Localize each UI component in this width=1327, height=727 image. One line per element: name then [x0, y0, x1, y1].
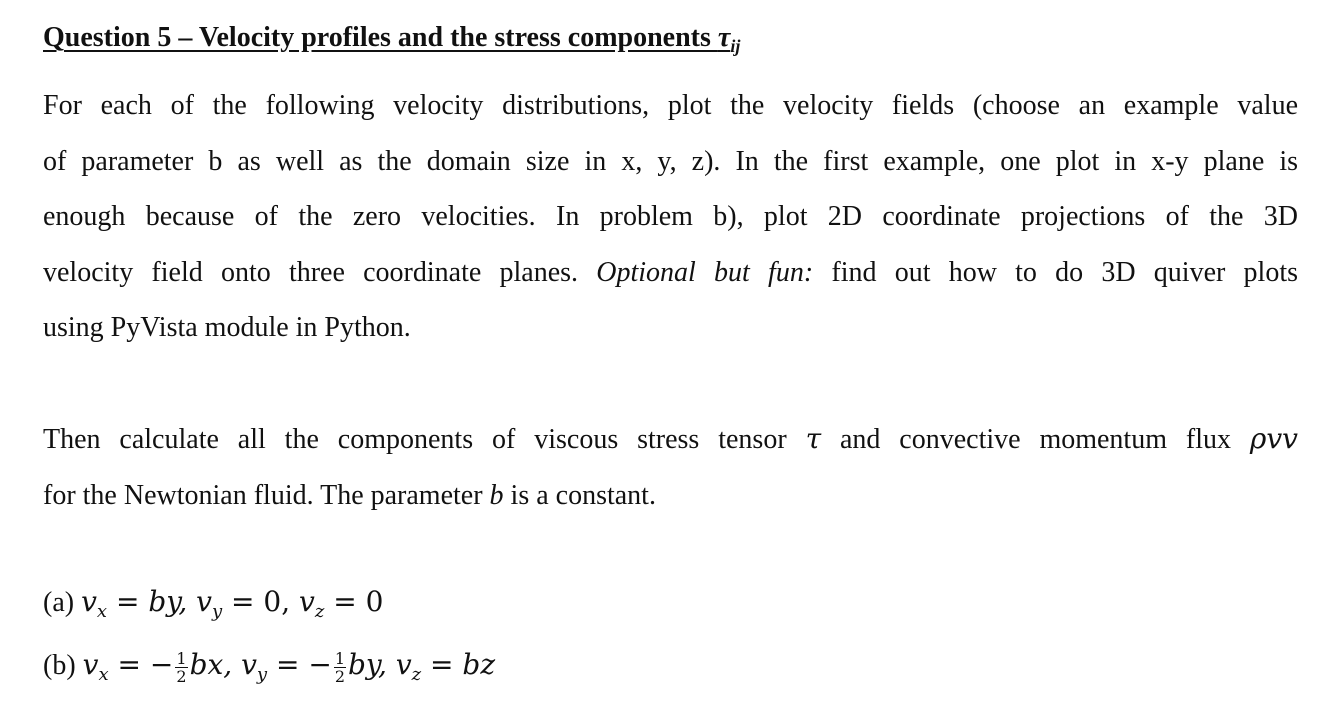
- paragraph1-line2: of parameter b as well as the domain size in x, y, z). In the first example, one plot in x-y plane is: [43, 145, 1298, 177]
- eq-b-vz: v: [395, 648, 412, 681]
- paragraph1-line5: using PyVista module in Python.: [43, 312, 411, 343]
- eq-b-vz-rhs: = bz: [421, 648, 496, 681]
- paragraph1-line4: [43, 245, 1298, 301]
- question-title-text: Question 5 – Velocity profiles and the stress components: [43, 22, 718, 53]
- eq-b-vx: v: [82, 648, 99, 681]
- momentum-flux-symbol: ρvv: [1249, 422, 1298, 455]
- equation-b-label: (b): [43, 650, 83, 681]
- equation-b: [43, 648, 495, 685]
- eq-a-vx-sub: x: [96, 601, 108, 622]
- paragraph1-line4-end: find out how to do 3D quiver plots: [813, 256, 1298, 288]
- question-heading: [43, 22, 740, 57]
- eq-a-vy: v: [196, 585, 212, 618]
- paragraph2-line1-start: Then calculate all the components of viscous stress tensor: [43, 424, 806, 455]
- eq-a-vx-rhs: = by,: [107, 585, 197, 618]
- tau-symbol: τ: [717, 22, 731, 53]
- stress-tensor-symbol: τ: [805, 422, 822, 455]
- eq-b-vy: v: [241, 648, 257, 681]
- eq-a-vy-sub: y: [211, 601, 223, 622]
- instructions-paragraph: [43, 78, 1298, 356]
- paragraph2-line1-middle: and convective momentum flux: [821, 424, 1250, 455]
- eq-a-vz: v: [299, 585, 315, 618]
- optional-note: Optional but fun:: [596, 256, 814, 288]
- eq-b-fraction-1: [175, 650, 187, 685]
- equation-a-label: (a): [43, 587, 82, 618]
- paragraph2-line1: [43, 411, 1298, 468]
- calculation-paragraph: [43, 411, 1298, 523]
- eq-b-vx-rhs: bx,: [189, 648, 242, 681]
- paragraph2-line2: [43, 468, 1298, 524]
- paragraph2-line2-start: for the Newtonian fluid. The parameter: [43, 479, 490, 511]
- paragraph1-line4-start: velocity field onto three coordinate planes.: [43, 256, 597, 288]
- eq-b-fraction-1-den: 2: [176, 667, 187, 687]
- eq-b-fraction-2-den: 2: [334, 667, 345, 687]
- paragraph1-line3: enough because of the zero velocities. In problem b), plot 2D coordinate projections of the 3D: [43, 201, 1298, 232]
- eq-b-vy-rhs: by,: [348, 648, 396, 681]
- equation-a: [43, 585, 383, 622]
- eq-b-vy-sub: y: [256, 664, 268, 685]
- eq-b-fraction-2-num: 1: [334, 649, 345, 669]
- eq-a-vz-sub: z: [314, 601, 325, 622]
- eq-b-vz-sub: z: [411, 664, 422, 685]
- eq-b-vx-eq: = −: [108, 648, 174, 681]
- paragraph2-line2-end: is a constant.: [503, 479, 656, 511]
- parameter-b-symbol: b: [489, 479, 504, 511]
- tau-subscript: ij: [730, 36, 741, 56]
- eq-b-vy-eq: = −: [267, 648, 332, 681]
- eq-a-vy-rhs: = 0,: [222, 585, 300, 618]
- eq-a-vz-rhs: = 0: [324, 585, 384, 618]
- eq-b-fraction-1-num: 1: [176, 649, 187, 669]
- eq-a-vx: v: [81, 585, 97, 618]
- eq-b-fraction-2: [334, 650, 346, 685]
- paragraph1-line1: For each of the following velocity distributions, plot the velocity fields (choose an example value: [43, 90, 1298, 121]
- eq-b-vx-sub: x: [98, 664, 109, 685]
